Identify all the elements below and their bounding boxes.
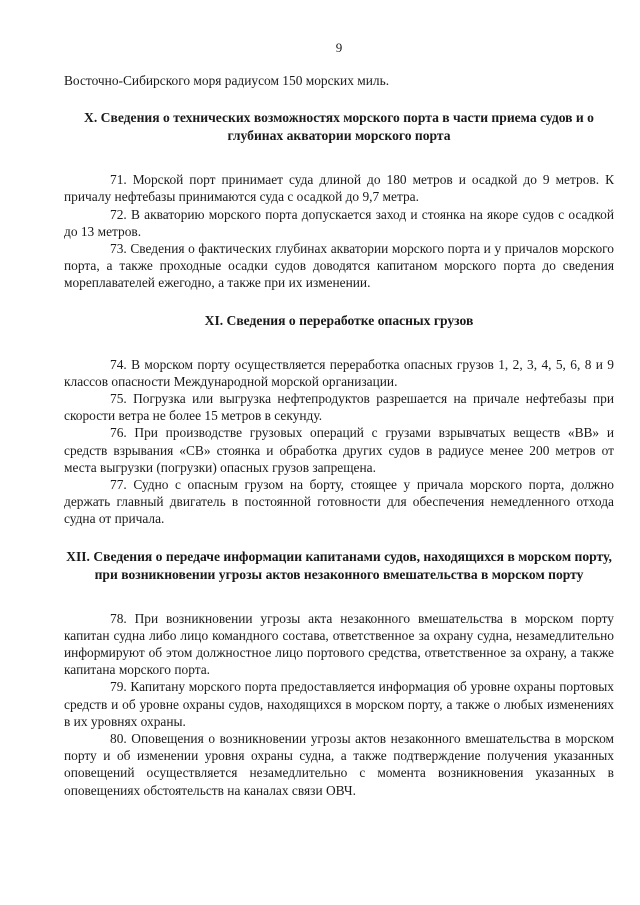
paragraph-74: 74. В морском порту осуществляется переработка опасных грузов 1, 2, 3, 4, 5, 6, 8 и 9 классов опасности Международной морской организации. [64,356,614,389]
page-number: 9 [335,40,343,55]
continuation-text: Восточно-Сибирского моря радиусом 150 морских миль. [64,73,390,88]
paragraph-73: 73. Сведения о фактических глубинах акватории морского порта и у причалов морского порта, а также проходные осадки судов доводятся капитаном морского порта до сведения мореплавателей ежегодно, а также при их изменении. [64,241,614,291]
paragraph-78: 78. При возникновении угрозы акта незаконного вмешательства в морском порту капитан судна либо лицо командного состава, ответственное за охрану судна, незамедлительно информируют об этом должностное лицо портового средства, ответственное за охрану, а также капитана морского порта. [64,610,614,678]
paragraph-80: 80. Оповещения о возникновении угрозы актов незаконного вмешательства в морском порту и об изменении уровня охраны судна, а также подтверждение получения указанных оповещений осуществляется незамедлительно с момента возникновения указанных в оповещениях обстоятельств на каналах связи ОВЧ. [64,731,614,798]
section-10-title: X. Сведения о технических возможностях морского порта в части приема судов и о глубинах акватории морского порта [84,110,594,144]
paragraph-77: 77. Судно с опасным грузом на борту, стоящее у причала морского порта, должно держать главный двигатель в постоянной готовности для обеспечения немедленного отхода судна от причала. [64,477,614,527]
paragraph-75: 75. Погрузка или выгрузка нефтепродуктов разрешается на причале нефтебазы при скорости ветра не более 15 метров в секунду. [64,391,614,424]
paragraph-76: 76. При производстве грузовых операций с грузами взрывчатых веществ «ВВ» и средств взрывания «СВ» стоянка и обработка других судов в радиусе менее 200 метров от места выгрузки (погрузки) опасных грузов запрещена. [64,425,614,475]
paragraph-72: 72. В акваторию морского порта допускается заход и стоянка на якоре судов с осадкой до 13 метров. [64,206,614,239]
section-12-title: XII. Сведения о передаче информации капитанами судов, находящихся в морском порту, при возникновении угрозы актов незаконного вмешательства в морском порту [66,548,612,582]
section-11-title: XI. Сведения о переработке опасных грузов [204,312,474,328]
paragraph-79: 79. Капитану морского порта предоставляется информация об уровне охраны портовых средств и об уровне охраны судов, находящихся в морском порту, а также о любых изменениях в их уровнях охраны. [64,679,614,729]
paragraph-71: 71. Морской порт принимает суда длиной до 180 метров и осадкой до 9 метров. К причалу нефтебазы принимаются суда с осадкой до 9,7 метра. [64,172,614,205]
